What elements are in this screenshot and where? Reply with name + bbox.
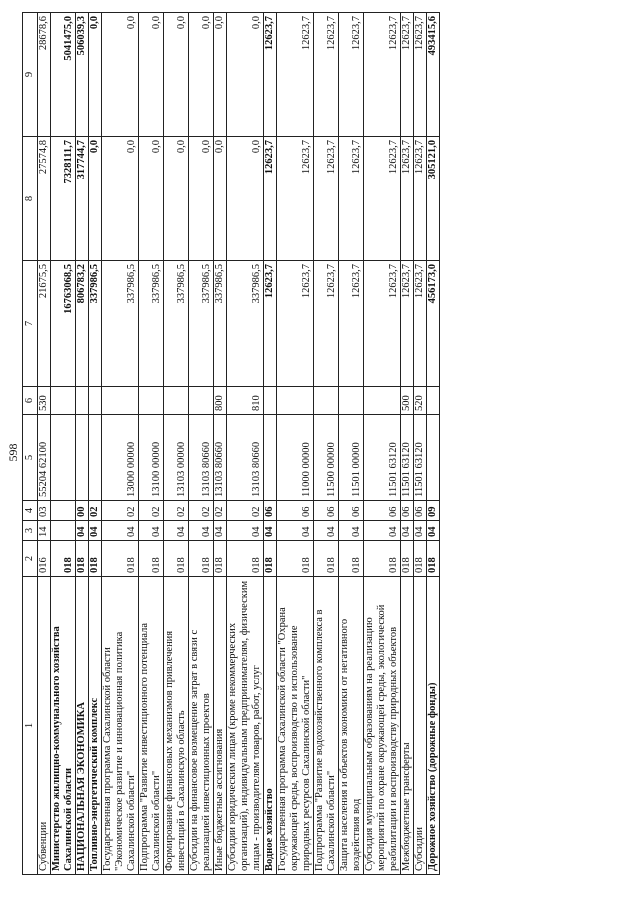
expense-type-code (427, 387, 440, 415)
amount-col-9: 0,0 (164, 13, 189, 137)
amount-col-9: 12623,7 (339, 13, 364, 137)
amount-col-7: 337986,5 (227, 261, 264, 387)
amount-col-7: 12623,7 (364, 261, 401, 387)
amount-col-9: 0,0 (139, 13, 164, 137)
ministry-code: 018 (427, 541, 440, 577)
section-code: 04 (139, 521, 164, 541)
amount-col-8: 0,0 (89, 137, 102, 261)
amount-col-8: 12623,7 (264, 137, 277, 261)
row-label: Подпрограмма "Развитие инвестиционного потенциала Сахалинской области" (139, 577, 164, 875)
amount-col-8: 0,0 (227, 137, 264, 261)
row-label: Министерство жилищно-коммунального хозяйства Сахалинской области (51, 577, 76, 875)
amount-col-8: 12623,7 (277, 137, 314, 261)
row-label: Водное хозяйство (264, 577, 277, 875)
column-header: 3 (23, 521, 38, 541)
row-label: Топливно-энергетический комплекс (89, 577, 102, 875)
section-code: 04 (277, 521, 314, 541)
ministry-code: 018 (51, 541, 76, 577)
table-row (264, 13, 277, 875)
ministry-code: 018 (414, 541, 427, 577)
amount-col-8: 0,0 (214, 137, 227, 261)
target-article-code: 13103 00000 (164, 415, 189, 501)
amount-col-7: 12623,7 (401, 261, 414, 387)
row-label: Формирование финансовых механизмов привлечения инвестиций в Сахалинскую область (164, 577, 189, 875)
expense-type-code (51, 387, 76, 415)
ministry-code: 018 (214, 541, 227, 577)
expense-type-code: 530 (38, 387, 51, 415)
target-article-code: 11501 63120 (401, 415, 414, 501)
target-article-code (76, 415, 89, 501)
row-label: Межбюджетные трансферты (401, 577, 414, 875)
section-code: 04 (227, 521, 264, 541)
expense-type-code (102, 387, 139, 415)
amount-col-9: 12623,7 (364, 13, 401, 137)
amount-col-8: 27574,8 (38, 137, 51, 261)
target-article-code: 11501 63120 (414, 415, 427, 501)
target-article-code (264, 415, 277, 501)
section-code: 04 (427, 521, 440, 541)
column-header: 5 (23, 415, 38, 501)
ministry-code: 018 (364, 541, 401, 577)
amount-col-9: 12623,7 (401, 13, 414, 137)
amount-col-8: 12623,7 (339, 137, 364, 261)
amount-col-9: 28678,6 (38, 13, 51, 137)
ministry-code: 018 (227, 541, 264, 577)
row-label: Дорожное хозяйство (дорожные фонды) (427, 577, 440, 875)
amount-col-9: 12623,7 (414, 13, 427, 137)
header-row (23, 13, 38, 875)
ministry-code: 018 (139, 541, 164, 577)
section-code: 04 (414, 521, 427, 541)
expense-type-code (189, 387, 214, 415)
amount-col-7: 12623,7 (264, 261, 277, 387)
ministry-code: 016 (38, 541, 51, 577)
row-label: Субвенции (38, 577, 51, 875)
page-number: 598 (6, 443, 20, 462)
column-header: 4 (23, 501, 38, 521)
row-label: Субсидия муниципальным образованиям на реализацию мероприятий по охране окружающей среды, экологической реабилитации и воспроизводству природных объектов (364, 577, 401, 875)
expense-type-code (339, 387, 364, 415)
target-article-code (51, 415, 76, 501)
amount-col-7: 337986,5 (102, 261, 139, 387)
subsection-code: 03 (38, 501, 51, 521)
section-code: 14 (38, 521, 51, 541)
subsection-code: 06 (264, 501, 277, 521)
expense-type-code (277, 387, 314, 415)
subsection-code: 02 (164, 501, 189, 521)
amount-col-9: 12623,7 (264, 13, 277, 137)
section-code: 04 (364, 521, 401, 541)
table-row (401, 13, 414, 875)
subsection-code: 06 (401, 501, 414, 521)
subsection-code: 06 (277, 501, 314, 521)
amount-col-7: 337986,5 (139, 261, 164, 387)
subsection-code: 02 (102, 501, 139, 521)
target-article-code (89, 415, 102, 501)
column-header: 8 (23, 137, 38, 261)
section-code: 04 (339, 521, 364, 541)
table-row (427, 13, 440, 875)
amount-col-7: 337986,5 (89, 261, 102, 387)
row-label: НАЦИОНАЛЬНАЯ ЭКОНОМИКА (76, 577, 89, 875)
target-article-code: 55204 62100 (38, 415, 51, 501)
ministry-code: 018 (189, 541, 214, 577)
table-row (139, 13, 164, 875)
row-label: Субсидии юридическим лицам (кроме некоммерческих организаций), индивидуальным предпринимателям, физическим лицам - производителям товаров, работ, услуг (227, 577, 264, 875)
target-article-code: 13103 80660 (227, 415, 264, 501)
target-article-code: 13000 00000 (102, 415, 139, 501)
ministry-code: 018 (277, 541, 314, 577)
table-row (76, 13, 89, 875)
amount-col-9: 5041475,0 (51, 13, 76, 137)
amount-col-9: 12623,7 (277, 13, 314, 137)
ministry-code: 018 (401, 541, 414, 577)
amount-col-8: 7328111,7 (51, 137, 76, 261)
table-row (364, 13, 401, 875)
subsection-code: 02 (139, 501, 164, 521)
expense-type-code (76, 387, 89, 415)
table-row (189, 13, 214, 875)
expense-type-code (314, 387, 339, 415)
ministry-code: 018 (76, 541, 89, 577)
amount-col-7: 337986,5 (214, 261, 227, 387)
subsection-code: 09 (427, 501, 440, 521)
amount-col-9: 0,0 (102, 13, 139, 137)
amount-col-8: 305121,0 (427, 137, 440, 261)
amount-col-7: 337986,5 (164, 261, 189, 387)
ministry-code: 018 (102, 541, 139, 577)
table-row (414, 13, 427, 875)
row-label: Подпрограмма "Развитие водохозяйственного комплекса в Сахалинской области" (314, 577, 339, 875)
subsection-code: 06 (414, 501, 427, 521)
expense-type-code (264, 387, 277, 415)
amount-col-8: 0,0 (102, 137, 139, 261)
amount-col-8: 0,0 (189, 137, 214, 261)
table-row (38, 13, 51, 875)
column-header: 1 (23, 577, 38, 875)
amount-col-7: 12623,7 (339, 261, 364, 387)
target-article-code: 13100 00000 (139, 415, 164, 501)
subsection-code: 06 (314, 501, 339, 521)
subsection-code: 00 (76, 501, 89, 521)
table-row (89, 13, 102, 875)
expense-type-code (364, 387, 401, 415)
section-code: 04 (89, 521, 102, 541)
ministry-code: 018 (264, 541, 277, 577)
expense-type-code: 520 (414, 387, 427, 415)
amount-col-7: 12623,7 (314, 261, 339, 387)
amount-col-8: 0,0 (139, 137, 164, 261)
target-article-code: 11501 63120 (364, 415, 401, 501)
amount-col-9: 0,0 (227, 13, 264, 137)
section-code: 04 (214, 521, 227, 541)
expense-type-code (139, 387, 164, 415)
expense-type-code: 800 (214, 387, 227, 415)
amount-col-9: 0,0 (89, 13, 102, 137)
amount-col-9: 506039,3 (76, 13, 89, 137)
amount-col-8: 0,0 (164, 137, 189, 261)
subsection-code: 06 (339, 501, 364, 521)
subsection-code: 02 (189, 501, 214, 521)
amount-col-8: 317744,7 (76, 137, 89, 261)
amount-col-9: 0,0 (189, 13, 214, 137)
expense-type-code: 500 (401, 387, 414, 415)
subsection-code: 02 (227, 501, 264, 521)
amount-col-7: 16763068,5 (51, 261, 76, 387)
column-header: 9 (23, 13, 38, 137)
section-code: 04 (164, 521, 189, 541)
table-row (164, 13, 189, 875)
table-row (214, 13, 227, 875)
section-code: 04 (401, 521, 414, 541)
target-article-code (427, 415, 440, 501)
table-row (227, 13, 264, 875)
table-row (314, 13, 339, 875)
target-article-code: 11501 00000 (339, 415, 364, 501)
table-row (339, 13, 364, 875)
table-row (51, 13, 76, 875)
row-label: Иные бюджетные ассигнования (214, 577, 227, 875)
subsection-code: 06 (364, 501, 401, 521)
target-article-code: 11000 00000 (277, 415, 314, 501)
amount-col-7: 456173,0 (427, 261, 440, 387)
ministry-code: 018 (89, 541, 102, 577)
expense-type-code: 810 (227, 387, 264, 415)
amount-col-8: 12623,7 (364, 137, 401, 261)
subsection-code: 02 (89, 501, 102, 521)
row-label: Защита населения и объектов экономики от негативного воздействия вод (339, 577, 364, 875)
row-label: Государственная программа Сахалинской области "Экономическое развитие и инновационная политика Сахалинской области" (102, 577, 139, 875)
table-row (102, 13, 139, 875)
section-code: 04 (76, 521, 89, 541)
ministry-code: 018 (164, 541, 189, 577)
amount-col-8: 12623,7 (401, 137, 414, 261)
amount-col-9: 493415,6 (427, 13, 440, 137)
amount-col-9: 0,0 (214, 13, 227, 137)
expense-type-code (164, 387, 189, 415)
amount-col-7: 21675,5 (38, 261, 51, 387)
expense-type-code (89, 387, 102, 415)
subsection-code (51, 501, 76, 521)
ministry-code: 018 (339, 541, 364, 577)
section-code: 04 (102, 521, 139, 541)
target-article-code: 13103 80660 (189, 415, 214, 501)
row-label: Субсидии (414, 577, 427, 875)
amount-col-7: 806783,2 (76, 261, 89, 387)
ministry-code: 018 (314, 541, 339, 577)
section-code: 04 (314, 521, 339, 541)
amount-col-8: 12623,7 (414, 137, 427, 261)
table-row (277, 13, 314, 875)
target-article-code: 11500 00000 (314, 415, 339, 501)
subsection-code: 02 (214, 501, 227, 521)
target-article-code: 13103 80660 (214, 415, 227, 501)
row-label: Государственная программа Сахалинской области "Охрана окружающей среды, воспроизводство и использование природных ресурсов Сахалинской области" (277, 577, 314, 875)
amount-col-9: 12623,7 (314, 13, 339, 137)
budget-table (22, 12, 440, 875)
section-code (51, 521, 76, 541)
section-code: 04 (189, 521, 214, 541)
amount-col-7: 12623,7 (414, 261, 427, 387)
section-code: 04 (264, 521, 277, 541)
amount-col-7: 12623,7 (277, 261, 314, 387)
row-label: Субсидии на финансовое возмещение затрат в связи с реализацией инвестиционных проектов (189, 577, 214, 875)
column-header: 2 (23, 541, 38, 577)
amount-col-8: 12623,7 (314, 137, 339, 261)
column-header: 7 (23, 261, 38, 387)
column-header: 6 (23, 387, 38, 415)
amount-col-7: 337986,5 (189, 261, 214, 387)
